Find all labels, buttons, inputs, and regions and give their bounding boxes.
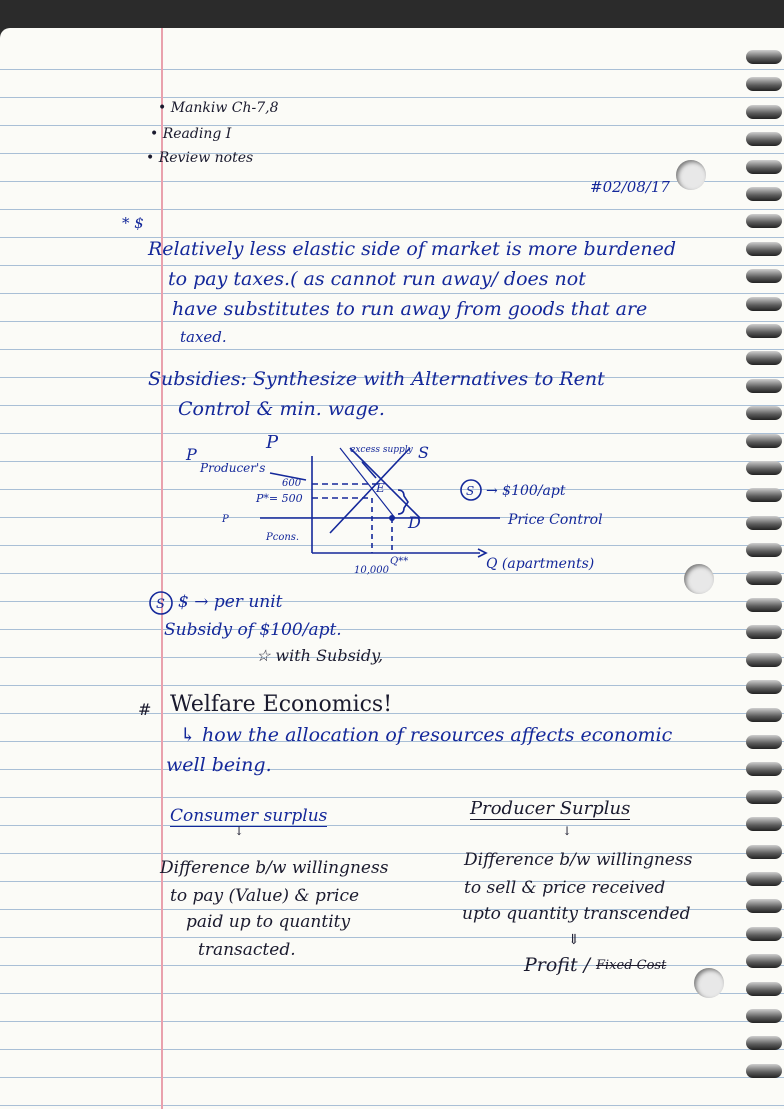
subsidy-note-line: Subsidy of $100/apt. (164, 620, 342, 640)
spiral-coil (746, 817, 782, 831)
spiral-coil (746, 105, 782, 119)
equilibrium-dot (389, 515, 395, 521)
producer-arrow: ↓ (562, 824, 573, 838)
supply-label: S (418, 443, 429, 462)
elasticity-line: have substitutes to run away from goods that are (172, 298, 648, 320)
spiral-coil (746, 488, 782, 502)
spiral-coil (746, 50, 782, 64)
spiral-coil (746, 762, 782, 776)
subsidies-line: Subsidies: Synthesize with Alternatives to Rent (148, 368, 605, 390)
consumer-line: transacted. (198, 940, 296, 960)
spiral-coil (746, 269, 782, 283)
spiral-coil (746, 187, 782, 201)
spiral-coil (746, 543, 782, 557)
circle-s-label: S (466, 484, 475, 498)
spiral-coil (746, 708, 782, 722)
consumer-surplus-title: Consumer surplus (170, 806, 328, 826)
spiral-coil (746, 132, 782, 146)
todo-item: • Reading I (150, 126, 232, 142)
spiral-binding (742, 50, 782, 1090)
producer-down-arrow: ⇓ (568, 932, 580, 948)
producers-label: Producer's (200, 461, 266, 475)
spiral-coil (746, 516, 782, 530)
notebook-page (0, 28, 784, 1109)
spiral-coil (746, 324, 782, 338)
consumer-line: Difference b/w willingness (160, 858, 389, 878)
spiral-coil (746, 1036, 782, 1050)
subsidy-note-line: $ → per unit (178, 592, 283, 612)
spiral-coil (746, 625, 782, 639)
date: #02/08/17 (590, 178, 670, 196)
producer-line: upto quantity transcended (462, 904, 691, 924)
spiral-coil (746, 653, 782, 667)
subsidies-line: Control & min. wage. (178, 398, 385, 420)
elasticity-line: taxed. (180, 328, 227, 346)
spiral-coil (746, 1009, 782, 1023)
producer-line: Difference b/w willingness (464, 850, 693, 870)
bullet-mark: * $ (122, 214, 144, 232)
welfare-title: Welfare Economics! (170, 692, 393, 717)
pbar-label: P (222, 514, 229, 525)
spiral-coil (746, 845, 782, 859)
welfare-hash: # (138, 700, 152, 719)
spiral-coil (746, 790, 782, 804)
spiral-coil (746, 571, 782, 585)
spiral-coil (746, 461, 782, 475)
q-axis-label: Q (apartments) (486, 556, 595, 572)
producer-line: to sell & price received (464, 878, 666, 898)
elasticity-line: Relatively less elastic side of market is more burdened (148, 238, 677, 260)
spiral-coil (746, 434, 782, 448)
pcons-label: Pcons. (266, 532, 300, 543)
spiral-coil (746, 872, 782, 886)
spiral-coil (746, 735, 782, 749)
spiral-coil (746, 406, 782, 420)
spiral-coil (746, 160, 782, 174)
circle-s-icon (146, 588, 176, 618)
shifted-supply (340, 448, 395, 518)
spiral-coil (746, 680, 782, 694)
consumer-line: to pay (Value) & price (170, 886, 360, 906)
welfare-line: ↳ how the allocation of resources affects economic (180, 724, 673, 746)
excess-supply-arrow (362, 462, 376, 478)
p-axis-label: P (266, 432, 279, 453)
consumer-line: paid up to quantity (186, 912, 351, 932)
tick-600: 600 (282, 478, 302, 489)
producer-surplus-title: Producer Surplus (470, 798, 631, 819)
svg-text:S: S (156, 597, 165, 612)
spiral-coil (746, 954, 782, 968)
spiral-coil (746, 379, 782, 393)
spiral-coil (746, 242, 782, 256)
spiral-coil (746, 1064, 782, 1078)
profit-label: Profit / (524, 954, 591, 976)
spiral-coil (746, 598, 782, 612)
spiral-coil (746, 982, 782, 996)
subsidy-arrow-note: → $100/apt (486, 483, 566, 499)
spiral-coil (746, 214, 782, 228)
e-label: E (376, 481, 385, 495)
fixed-cost-label: Fixed Cost (596, 958, 667, 973)
q-star-label: Q** (390, 556, 409, 567)
consumer-arrow: ↓ (234, 824, 245, 838)
p-left-label: P (186, 445, 197, 464)
elasticity-line: to pay taxes.( as cannot run away/ does not (168, 268, 586, 290)
demand-label: D (408, 513, 421, 532)
rent-control-graph (0, 28, 784, 1109)
demand-curve (350, 448, 420, 518)
spiral-coil (746, 927, 782, 941)
price-control-label: Price Control (508, 512, 603, 528)
todo-item: • Mankiw Ch-7,8 (158, 100, 279, 116)
tick-pstar: P*= 500 (256, 492, 303, 505)
spiral-coil (746, 899, 782, 913)
spiral-coil (746, 297, 782, 311)
spiral-coil (746, 77, 782, 91)
q-10000-label: 10,000 (354, 565, 389, 576)
spiral-coil (746, 351, 782, 365)
subsidy-note-line: ☆ with Subsidy, (256, 646, 384, 665)
welfare-line: well being. (166, 754, 272, 776)
excess-supply-label: excess supply (350, 445, 413, 455)
todo-item: • Review notes (146, 150, 254, 166)
